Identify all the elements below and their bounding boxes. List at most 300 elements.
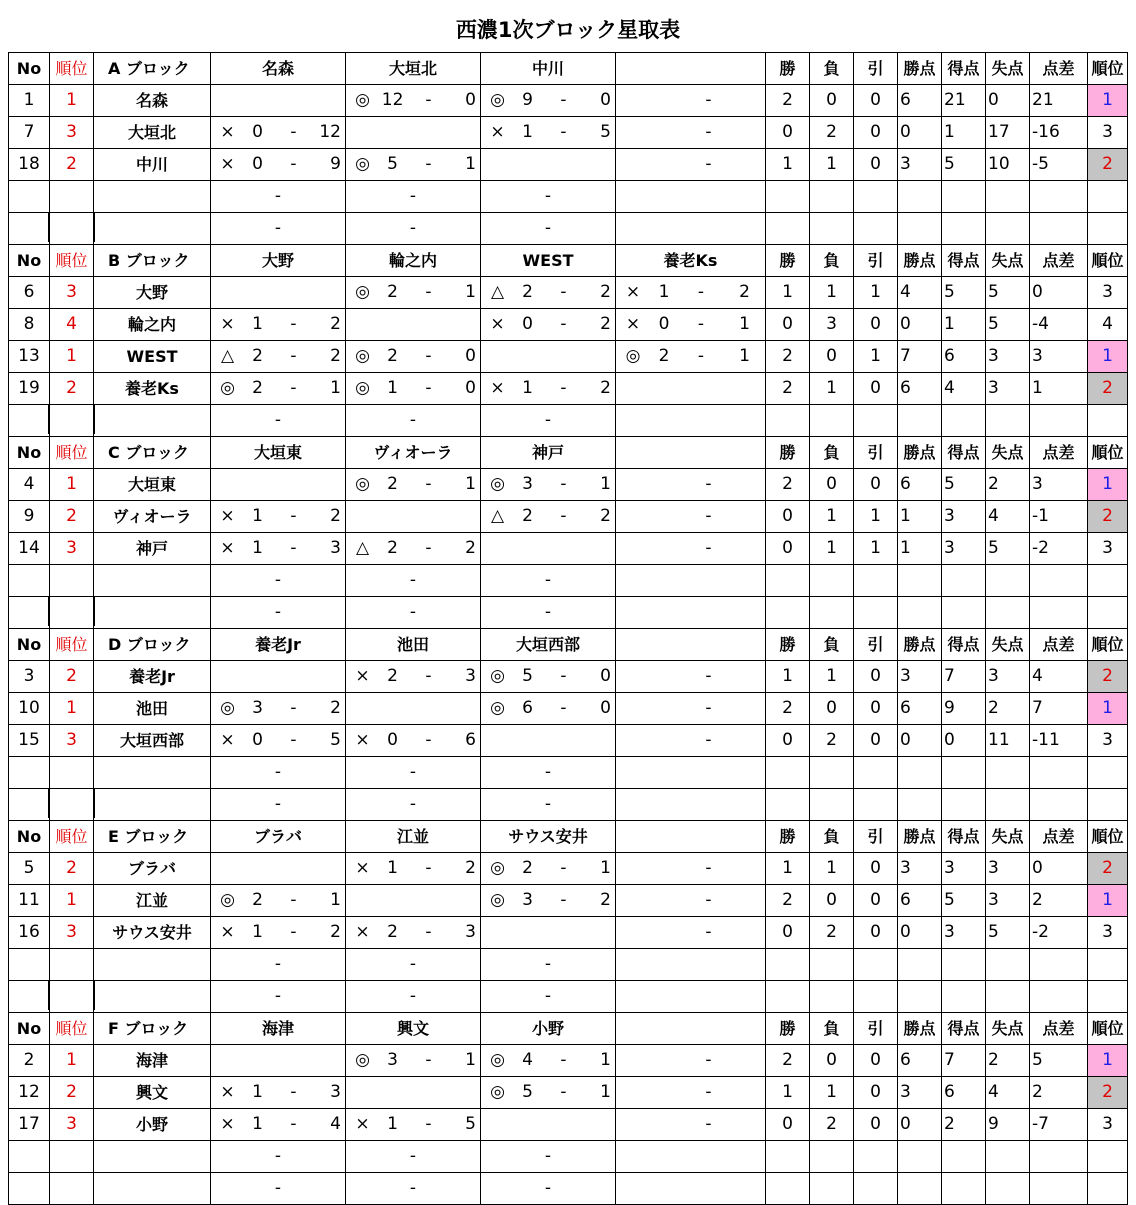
team-d: 0 [854, 309, 898, 341]
team-d: 0 [854, 853, 898, 885]
result-mark: ◎ [490, 474, 505, 494]
goals-for: 2 [522, 506, 533, 526]
col-gd: 点差 [1030, 821, 1088, 853]
empty-result-cell [346, 405, 481, 437]
empty-result-cell [346, 789, 481, 821]
goals-against: 0 [465, 90, 476, 110]
empty-result-cell [346, 949, 481, 981]
team-name: 養老Ks [94, 373, 211, 405]
team-row [9, 117, 1128, 149]
team-position: 2 [1088, 373, 1128, 405]
goals-against: 1 [739, 346, 750, 366]
col-pos: 順位 [1088, 437, 1128, 469]
team-no: 3 [9, 661, 50, 693]
opponent-header: 大野 [211, 245, 346, 277]
team-name: 小野 [94, 1109, 211, 1141]
result-dash: - [560, 90, 567, 110]
empty-cell [942, 405, 986, 437]
team-l: 0 [810, 469, 854, 501]
col-gd: 点差 [1030, 1013, 1088, 1045]
empty-row [9, 181, 1128, 213]
result-cell [211, 373, 346, 405]
team-l: 1 [810, 533, 854, 565]
empty-cell [810, 757, 854, 789]
empty-cell [9, 981, 50, 1013]
empty-cell [9, 565, 50, 597]
empty-cell [766, 405, 810, 437]
goals-for: 2 [387, 922, 398, 942]
team-w: 2 [766, 1045, 810, 1077]
team-rank: 1 [50, 885, 94, 917]
result-dash: - [290, 1114, 297, 1134]
goals-against: 2 [600, 314, 611, 334]
team-rank: 3 [50, 117, 94, 149]
column-divider [48, 788, 95, 818]
empty-cell [942, 789, 986, 821]
opponent-header: WEST [481, 245, 616, 277]
match-result [616, 309, 765, 340]
team-name: ヴィオーラ [94, 501, 211, 533]
result-dash: - [274, 570, 282, 590]
team-position: 1 [1088, 1045, 1128, 1077]
result-dash: - [705, 538, 712, 558]
empty-cell [50, 949, 94, 981]
result-cell [346, 501, 481, 533]
match-result [616, 277, 765, 308]
team-gf: 4 [942, 373, 986, 405]
empty-cell [942, 981, 986, 1013]
result-cell [481, 501, 616, 533]
team-ga: 3 [986, 661, 1030, 693]
team-pts: 0 [898, 309, 942, 341]
goals-for: 5 [522, 1082, 533, 1102]
block-table [8, 628, 1128, 821]
team-pts: 6 [898, 85, 942, 117]
team-ga: 2 [986, 1045, 1030, 1077]
result-dash: - [425, 1114, 432, 1134]
team-ga: 3 [986, 373, 1030, 405]
team-no: 19 [9, 373, 50, 405]
team-gd: 2 [1030, 1077, 1088, 1109]
empty-cell [616, 789, 766, 821]
result-dash: - [425, 1050, 432, 1070]
result-cell [346, 341, 481, 373]
result-dash: - [705, 122, 712, 142]
team-gf: 5 [942, 885, 986, 917]
team-position: 1 [1088, 341, 1128, 373]
result-cell [481, 277, 616, 309]
result-dash: - [290, 314, 297, 334]
result-dash: - [409, 986, 417, 1006]
team-pts: 3 [898, 149, 942, 181]
match-result [346, 149, 480, 180]
team-gf: 7 [942, 1045, 986, 1077]
empty-cell [810, 181, 854, 213]
col-loss: 負 [810, 821, 854, 853]
team-gd: 4 [1030, 661, 1088, 693]
team-d: 0 [854, 1109, 898, 1141]
result-cell [211, 885, 346, 917]
goals-against: 2 [330, 314, 341, 334]
result-dash: - [560, 698, 567, 718]
match-result [481, 661, 615, 692]
result-cell [211, 725, 346, 757]
match-result [616, 341, 765, 372]
team-row [9, 917, 1128, 949]
opponent-header: 大垣西部 [481, 629, 616, 661]
empty-cell [854, 597, 898, 629]
match-result [481, 469, 615, 500]
goals-against: 0 [600, 698, 611, 718]
team-l: 3 [810, 309, 854, 341]
opponent-header: 小野 [481, 1013, 616, 1045]
result-mark: ◎ [355, 378, 370, 398]
result-cell [616, 693, 766, 725]
result-mark: △ [490, 506, 505, 526]
empty-result-cell [346, 1141, 481, 1173]
result-cell [211, 341, 346, 373]
empty-cell [898, 1141, 942, 1173]
team-gf: 3 [942, 853, 986, 885]
result-cell [346, 117, 481, 149]
empty-cell [854, 405, 898, 437]
goals-for: 1 [252, 1114, 263, 1134]
team-rank: 3 [50, 277, 94, 309]
result-mark: × [220, 1114, 235, 1134]
empty-cell [898, 1173, 942, 1205]
empty-cell [1030, 1141, 1088, 1173]
match-result [481, 885, 615, 916]
result-dash: - [560, 122, 567, 142]
page-title: 西濃1次ブロック星取表 [455, 18, 681, 42]
result-mark: × [490, 378, 505, 398]
team-w: 2 [766, 341, 810, 373]
result-cell [211, 469, 346, 501]
empty-cell [986, 1173, 1030, 1205]
empty-result-cell [346, 181, 481, 213]
result-mark: ◎ [220, 890, 235, 910]
result-dash: - [274, 410, 282, 430]
empty-result-cell [211, 789, 346, 821]
empty-cell [810, 1173, 854, 1205]
result-dash: - [409, 954, 417, 974]
empty-cell [1030, 757, 1088, 789]
team-ga: 2 [986, 469, 1030, 501]
opponent-header [616, 53, 766, 85]
team-gf: 21 [942, 85, 986, 117]
result-mark: ◎ [490, 666, 505, 686]
column-divider [48, 596, 95, 626]
result-dash: - [274, 1178, 282, 1198]
goals-against: 2 [600, 378, 611, 398]
team-gd: 1 [1030, 373, 1088, 405]
team-pts: 6 [898, 693, 942, 725]
result-cell [346, 277, 481, 309]
result-cell [616, 85, 766, 117]
result-dash: - [425, 154, 432, 174]
result-dash: - [274, 602, 282, 622]
team-d: 1 [854, 501, 898, 533]
col-gd: 点差 [1030, 245, 1088, 277]
col-ga: 失点 [986, 821, 1030, 853]
goals-against: 9 [330, 154, 341, 174]
goals-against: 0 [600, 666, 611, 686]
result-mark: ◎ [490, 1050, 505, 1070]
result-cell [616, 277, 766, 309]
empty-result-cell [211, 597, 346, 629]
team-gd: -16 [1030, 117, 1088, 149]
result-mark: × [220, 922, 235, 942]
result-dash: - [697, 346, 705, 366]
goals-for: 2 [387, 538, 398, 558]
col-gf: 得点 [942, 437, 986, 469]
result-mark: ◎ [355, 90, 370, 110]
result-cell [211, 309, 346, 341]
team-gd: -2 [1030, 533, 1088, 565]
team-gf: 9 [942, 693, 986, 725]
col-rank: 順位 [50, 53, 94, 85]
col-no: No [9, 629, 50, 661]
goals-against: 2 [600, 282, 611, 302]
team-no: 18 [9, 149, 50, 181]
result-dash: - [705, 730, 712, 750]
empty-cell [9, 405, 50, 437]
goals-against: 4 [330, 1114, 341, 1134]
team-ga: 3 [986, 341, 1030, 373]
team-position: 3 [1088, 725, 1128, 757]
team-ga: 5 [986, 533, 1030, 565]
empty-cell [986, 597, 1030, 629]
goals-against: 5 [465, 1114, 476, 1134]
result-dash: - [409, 1146, 417, 1166]
team-l: 1 [810, 501, 854, 533]
goals-for: 4 [522, 1050, 533, 1070]
team-no: 1 [9, 85, 50, 117]
col-pts: 勝点 [898, 437, 942, 469]
team-ga: 9 [986, 1109, 1030, 1141]
empty-cell [854, 565, 898, 597]
empty-cell [810, 405, 854, 437]
team-ga: 3 [986, 885, 1030, 917]
team-l: 0 [810, 85, 854, 117]
col-draw: 引 [854, 821, 898, 853]
col-pos: 順位 [1088, 245, 1128, 277]
team-gd: 3 [1030, 469, 1088, 501]
team-pts: 0 [898, 117, 942, 149]
team-pts: 4 [898, 277, 942, 309]
block-header-row [9, 821, 1128, 853]
empty-cell [1030, 1173, 1088, 1205]
result-cell [211, 501, 346, 533]
team-gf: 6 [942, 341, 986, 373]
block-label: C ブロック [94, 437, 211, 469]
result-mark: △ [220, 346, 235, 366]
match-result [211, 309, 345, 340]
empty-cell [50, 565, 94, 597]
match-result [481, 693, 615, 724]
team-no: 16 [9, 917, 50, 949]
result-dash: - [560, 506, 567, 526]
result-cell [616, 853, 766, 885]
result-mark: ◎ [625, 346, 641, 366]
match-result [346, 341, 480, 372]
team-w: 2 [766, 373, 810, 405]
goals-against: 1 [465, 1050, 476, 1070]
col-rank: 順位 [50, 437, 94, 469]
result-mark: ◎ [355, 282, 370, 302]
match-result [346, 1045, 480, 1076]
result-dash: - [544, 1178, 552, 1198]
team-w: 2 [766, 469, 810, 501]
team-rank: 3 [50, 725, 94, 757]
empty-cell [1030, 565, 1088, 597]
opponent-header: 大垣東 [211, 437, 346, 469]
empty-result-cell [211, 181, 346, 213]
empty-cell [898, 405, 942, 437]
team-l: 2 [810, 1109, 854, 1141]
team-gf: 3 [942, 533, 986, 565]
team-pts: 1 [898, 501, 942, 533]
col-loss: 負 [810, 629, 854, 661]
empty-result-cell [481, 405, 616, 437]
goals-against: 2 [330, 346, 341, 366]
result-cell [346, 309, 481, 341]
block-label: B ブロック [94, 245, 211, 277]
team-rank: 2 [50, 501, 94, 533]
team-no: 7 [9, 117, 50, 149]
result-cell [616, 309, 766, 341]
team-w: 0 [766, 533, 810, 565]
empty-cell [854, 757, 898, 789]
team-name: 神戸 [94, 533, 211, 565]
col-no: No [9, 821, 50, 853]
team-pts: 6 [898, 469, 942, 501]
team-ga: 5 [986, 917, 1030, 949]
team-row [9, 853, 1128, 885]
result-dash: - [705, 90, 712, 110]
opponent-header: 海津 [211, 1013, 346, 1045]
goals-for: 1 [658, 282, 670, 302]
team-no: 5 [9, 853, 50, 885]
result-dash: - [425, 346, 432, 366]
team-pts: 3 [898, 661, 942, 693]
col-loss: 負 [810, 53, 854, 85]
col-ga: 失点 [986, 629, 1030, 661]
col-no: No [9, 437, 50, 469]
empty-cell [616, 757, 766, 789]
team-rank: 1 [50, 469, 94, 501]
opponent-header: 池田 [346, 629, 481, 661]
team-no: 2 [9, 1045, 50, 1077]
team-no: 17 [9, 1109, 50, 1141]
result-mark: × [355, 730, 370, 750]
col-rank: 順位 [50, 1013, 94, 1045]
col-pts: 勝点 [898, 821, 942, 853]
opponent-header: ヴィオーラ [346, 437, 481, 469]
empty-result-cell [481, 1173, 616, 1205]
col-draw: 引 [854, 1013, 898, 1045]
team-ga: 11 [986, 725, 1030, 757]
opponent-header [616, 821, 766, 853]
team-no: 4 [9, 469, 50, 501]
team-w: 0 [766, 309, 810, 341]
team-rank: 3 [50, 533, 94, 565]
result-cell [346, 1045, 481, 1077]
result-mark: × [220, 538, 235, 558]
team-rank: 1 [50, 341, 94, 373]
empty-cell [766, 1141, 810, 1173]
result-cell [481, 85, 616, 117]
goals-for: 1 [252, 538, 263, 558]
match-result [346, 661, 480, 692]
team-l: 0 [810, 1045, 854, 1077]
col-ga: 失点 [986, 53, 1030, 85]
empty-result-cell [481, 981, 616, 1013]
goals-for: 2 [658, 346, 670, 366]
empty-cell [854, 789, 898, 821]
opponent-header: 養老Ks [616, 245, 766, 277]
empty-cell [1030, 213, 1088, 245]
empty-cell [986, 949, 1030, 981]
result-dash: - [544, 762, 552, 782]
empty-cell [1088, 1141, 1128, 1173]
result-cell [616, 1045, 766, 1077]
col-loss: 負 [810, 245, 854, 277]
team-rank: 2 [50, 1077, 94, 1109]
empty-row [9, 213, 1128, 245]
goals-against: 1 [739, 314, 750, 334]
result-cell [346, 885, 481, 917]
empty-cell [9, 1173, 50, 1205]
empty-cell [1030, 789, 1088, 821]
col-pts: 勝点 [898, 629, 942, 661]
result-cell [481, 149, 616, 181]
result-dash: - [290, 698, 297, 718]
col-ga: 失点 [986, 1013, 1030, 1045]
team-gd: 21 [1030, 85, 1088, 117]
goals-for: 3 [387, 1050, 398, 1070]
result-cell [346, 917, 481, 949]
result-cell [481, 117, 616, 149]
goals-against: 3 [330, 538, 341, 558]
empty-cell [616, 1173, 766, 1205]
result-dash: - [290, 378, 297, 398]
team-pts: 0 [898, 917, 942, 949]
match-result [211, 725, 345, 756]
team-pts: 6 [898, 1045, 942, 1077]
team-pts: 0 [898, 1109, 942, 1141]
empty-cell [50, 181, 94, 213]
empty-result-cell [481, 597, 616, 629]
result-dash: - [544, 218, 552, 238]
col-gf: 得点 [942, 629, 986, 661]
empty-result-cell [346, 757, 481, 789]
team-w: 1 [766, 1077, 810, 1109]
result-dash: - [560, 666, 567, 686]
opponent-header [616, 437, 766, 469]
result-dash: - [705, 698, 712, 718]
team-no: 14 [9, 533, 50, 565]
team-no: 9 [9, 501, 50, 533]
result-cell [616, 533, 766, 565]
result-dash: - [705, 922, 712, 942]
opponent-header: 養老Jr [211, 629, 346, 661]
team-gd: -2 [1030, 917, 1088, 949]
team-pts: 0 [898, 725, 942, 757]
col-ga: 失点 [986, 245, 1030, 277]
goals-for: 2 [252, 890, 263, 910]
result-dash: - [409, 794, 417, 814]
